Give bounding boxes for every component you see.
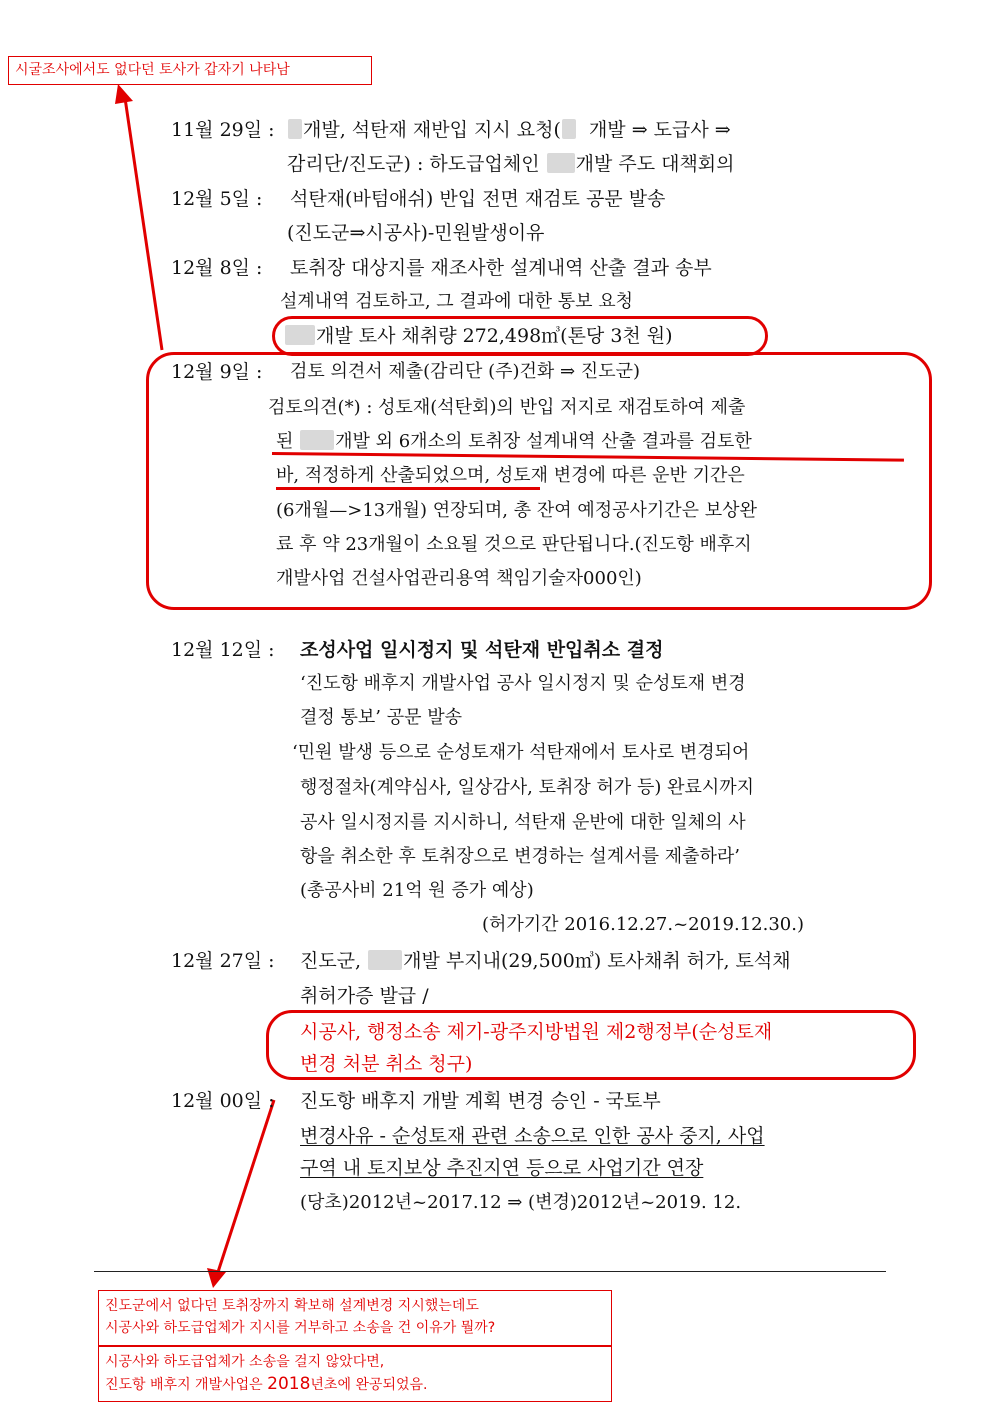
dec27-line3: 시공사, 행정소송 제기-광주지방법원 제2행정부(순성토재 [300, 1021, 773, 1043]
dec27-date: 12월 27일 : [171, 950, 275, 972]
dec9-line5: (6개월—>13개월) 연장되며, 총 잔여 예정공사기간은 보상완 [276, 500, 757, 521]
redacted-block [547, 153, 575, 173]
dec12-line6: 공사 일시정지를 지시하니, 석탄재 운반에 대한 일체의 사 [300, 812, 746, 833]
dec27-line1a: 진도군, [300, 950, 362, 972]
dec5-line1: 석탄재(바텀애쉬) 반입 전면 재검토 공문 발송 [290, 188, 666, 210]
dec00-date: 12월 00일 : [171, 1090, 275, 1112]
nov29-line1b: 개발 ⇒ 도급사 ⇒ [588, 119, 731, 141]
note-bottom2-line2b: 년초에 완공되었음. [310, 1377, 428, 1393]
dec12-date: 12월 12일 : [171, 639, 275, 661]
dec12-line3: 결정 통보’ 공문 발송 [300, 707, 462, 728]
redacted-block [285, 325, 315, 345]
note-bottom2-line2a: 진도항 배후지 개발사업은 [105, 1377, 268, 1393]
dec9-line4a: 바, 적정하게 산출되었으며 [276, 465, 485, 486]
dec00-line4: (당초)2012년~2017.12 ⇒ (변경)2012년~2019. 12. [300, 1192, 742, 1213]
note-bottom2-year: 2018 [267, 1374, 311, 1394]
dec12-line7: 항을 취소한 후 토취장으로 변경하는 설계서를 제출하라’ [300, 846, 740, 867]
note-bottom2-line1: 시공사와 하도급업체가 소송을 걸지 않았다면, [105, 1354, 385, 1370]
dec8-line3-text: 개발 토사 채취량 272,498㎥(톤당 3천 원) [316, 325, 673, 347]
dec8-line2: 설계내역 검토하고, 그 결과에 대한 통보 요청 [280, 291, 634, 312]
section-divider [94, 1271, 886, 1272]
dec8-line1: 토취장 대상지를 재조사한 설계내역 산출 결과 송부 [290, 257, 712, 279]
redacted-block [562, 119, 576, 139]
dec9-line3a: 된 [276, 431, 294, 452]
note-bottom2-line2 [99, 1373, 611, 1396]
dec12-line9: (허가기간 2016.12.27.~2019.12.30.) [482, 914, 804, 935]
dec12-line1: 조성사업 일시정지 및 석탄재 반입취소 결정 [300, 639, 664, 661]
redacted-block [368, 950, 402, 970]
dec00-line1: 진도항 배후지 개발 계획 변경 승인 - 국토부 [300, 1090, 661, 1112]
dec27-line4: 변경 처분 취소 청구) [300, 1053, 473, 1075]
dec9-line4 [276, 464, 745, 488]
dec9-line1: 검토 의견서 제출(감리단 (주)건화 ⇒ 진도군) [290, 361, 640, 382]
dec9-date: 12월 9일 : [171, 361, 263, 383]
dec5-date: 12월 5일 : [171, 188, 263, 210]
dec27-line1 [300, 949, 791, 973]
dec9-line2: 검토의견(*) : 성토재(석탄회)의 반입 저지로 재검토하여 제출 [268, 397, 746, 418]
dec12-line8: (총공사비 21억 원 증가 예상) [300, 880, 534, 901]
redacted-block [300, 430, 334, 450]
dec8-date: 12월 8일 : [171, 257, 263, 279]
dec12-line4: ‘민원 발생 등으로 순성토재가 석탄재에서 토사로 변경되어 [292, 742, 750, 763]
dec12-line2: ‘진도항 배후지 개발사업 공사 일시정지 및 순성토재 변경 [300, 673, 746, 694]
dec9-line4b: , 성토재 변경에 따른 운반 기간은 [484, 465, 745, 486]
note-top-text: 시굴조사에서도 없다던 토사가 갑자기 나타남 [15, 62, 290, 78]
dec9-line3b: 개발 외 6개소의 토취장 설계내역 산출 결과를 검토한 [335, 431, 752, 452]
dec00-line2: 변경사유 - 순성토재 관련 소송으로 인한 공사 중지, 사업 [300, 1125, 765, 1147]
note-bottom1-line2: 시공사와 하도급업체가 지시를 거부하고 소송을 건 이유가 뭘까? [105, 1320, 496, 1336]
dec9-underline-2 [276, 487, 540, 490]
dec9-line6: 료 후 약 23개월이 소요될 것으로 판단됩니다.(진도항 배후지 [276, 534, 752, 555]
nov29-line1 [287, 118, 731, 142]
dec27-line1b: 개발 부지내(29,500㎥) 토사채취 허가, 토석채 [403, 950, 791, 972]
dec9-line3 [276, 430, 752, 454]
dec5-line2: (진도군⇒시공사)-민원발생이유 [287, 222, 545, 244]
dec27-line2: 취허가증 발급 / [300, 985, 429, 1007]
nov29-line2 [287, 152, 735, 176]
dec12-line5: 행정절차(계약심사, 일상감사, 토취장 허가 등) 완료시까지 [300, 777, 755, 798]
nov29-line1a: 개발, 석탄재 재반입 지시 요청( [303, 119, 561, 141]
note-bottom1-line1: 진도군에서 없다던 토취장까지 확보해 설계변경 지시했는데도 [105, 1298, 479, 1314]
nov29-line2b: 개발 주도 대책회의 [575, 153, 735, 175]
dec9-line7: 개발사업 건설사업관리용역 책임기술자000인) [276, 568, 642, 589]
redacted-block [288, 119, 302, 139]
dec00-line3: 구역 내 토지보상 추진지연 등으로 사업기간 연장 [300, 1157, 704, 1179]
nov29-line2a: 감리단/진도군) : 하도급업체인 [287, 153, 540, 175]
note-bottom1-box [98, 1290, 612, 1346]
dec8-line3 [284, 324, 673, 348]
note-bottom2-box [98, 1346, 612, 1402]
nov29-date: 11월 29일 : [171, 119, 275, 141]
